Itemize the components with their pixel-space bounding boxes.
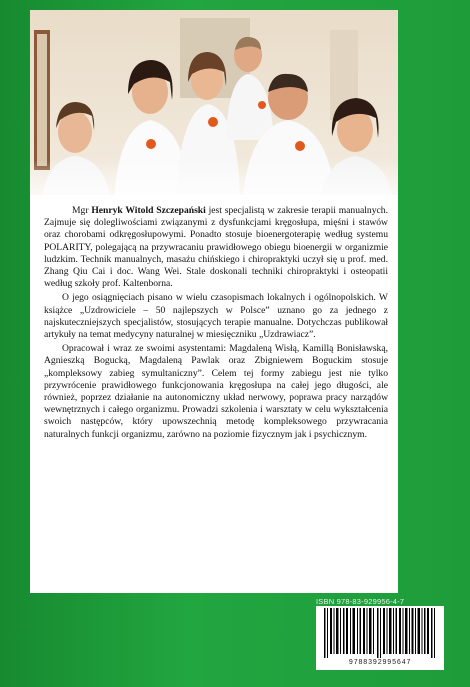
barcode <box>316 606 444 670</box>
author-name: Henryk Witold Szczepański <box>91 205 206 216</box>
bio-paragraph-2: O jego osiągnięciach pisano w wielu czasopismach lokalnych i ogólnopolskich. W książce „Uzdrowiciele – 50 najlepszych w Polsce” uznano go za jednego z najskuteczniejszych specjalistów, stosujących terapie manualne. Dotychczas publikował artykuły na temat medycyny naturalnej w miesięczniku „Uzdrawiacz”. <box>44 292 388 341</box>
bio-lead: Mgr <box>72 205 92 216</box>
isbn-label: ISBN 978-83-929956-4-7 <box>316 597 405 606</box>
barcode-icon <box>322 608 438 658</box>
bio-paragraph-1-text: jest specjalistą w zakresie terapii manualnych. Zajmuje się dolegliwościami związanymi z dysfunkcjami kręgosłupa, mięśni i stawów oraz chorobami odkręgosłupowymi. Ponadto stosuje bioenergoterapię według systemu POLARITY, polegającą na przywracaniu prawidłowego obiegu bioenergii w organizmie ludzkim. Technik manualnych, masażu chińskiego i chiropraktyki uczył się u prof. med. Zhang Qiu Cai i doc. Wang Wei. Stale doskonali techniki chiropraktyki i osteopatii według szkoły prof. Kaltenborna. <box>44 205 388 290</box>
team-photo <box>30 10 398 210</box>
author-bio <box>44 205 388 443</box>
barcode-number: 9788392995647 <box>348 659 412 667</box>
bio-paragraph-1 <box>44 205 388 290</box>
bio-paragraph-3: Opracował i wraz ze swoimi asystentami: Magdaleną Wisłą, Kamillą Bonisławską, Agnieszką Bogucką, Magdaleną Pawlak oraz Zbigniewem Boguckim stosuje „kompleksowy zabieg symultaniczny”. Celem tej formy zabiegu jest nie tylko przywrócenie prawidłowego funkcjonowania kręgosłupa na całej jego długości, ale również, poprzez działanie na autonomiczny układ nerwowy, poprawa pracy narządów wewnętrznych i całego organizmu. Prowadzi szkolenia i warsztaty w celu wykształcenia swoich następców, który upowszechnią metodę kompleksowego przywracania naturalnych funkcji organizmu, zarówno na poziomie fizycznym jak i psychicznym. <box>44 343 388 440</box>
team-photo-icon <box>30 10 398 210</box>
